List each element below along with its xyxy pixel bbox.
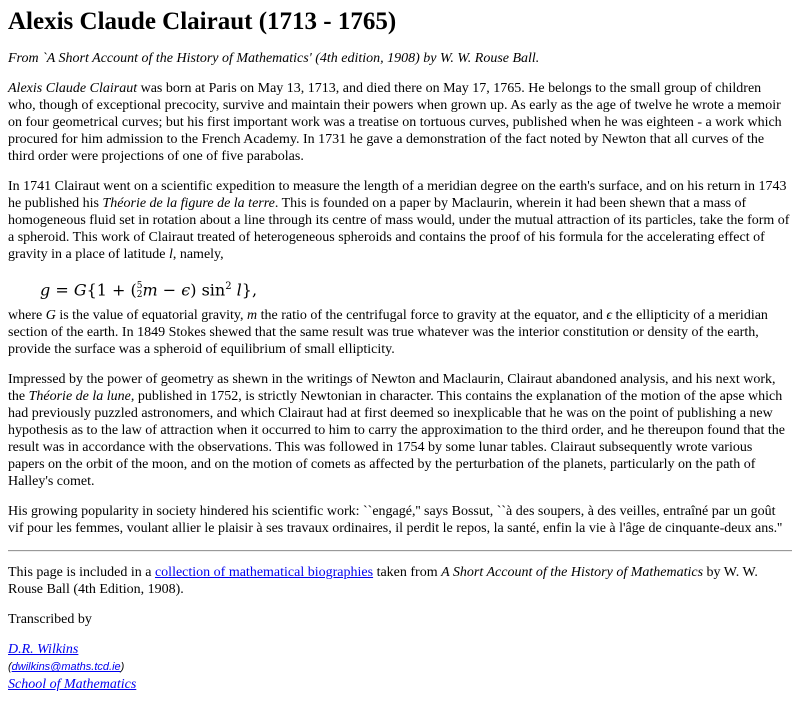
paragraph-lunar-theory: Impressed by the power of geometry as shewn in the writings of Newton and Maclaurin, Clairaut abandoned analysis, and his next work, the Théorie de la lune, published in 1752, is strictly Newtonian in character. This contains the explanation of the motion of the apse which had previously puzzled astronomers, and which Clairaut had at first deemed so inexplicable that he was on the point of publishing a new hypothesis as to the law of attraction when it occurred to him to carry the approximation to the third order, and he thereupon found that the result was in accordance with the observations. This was followed in 1754 by some lunar tables. Clairaut subsequently wrote various papers on the orbit of the moon, and on the motion of comets as affected by the perturbation of the planets, particularly on the path of Halley's comet. [8,372,785,490]
divider [8,550,792,552]
signature: D.R. Wilkins (dwilkins@maths.tcd.ie) School of Mathematics [8,642,137,693]
footer-note: This page is included in a collection of mathematical biographies taken from A Short Account of the History of Mathematics by W. W. Rouse Ball (4th Edition, 1908). [8,565,758,598]
transcribed-by: Transcribed by [8,612,92,628]
school-link[interactable]: School of Mathematics [8,677,137,693]
author-link[interactable]: D.R. Wilkins [8,642,79,658]
attribution: From `A Short Account of the History of Mathematics' (4th edition, 1908) by W. W. Rouse Ball. [8,51,540,66]
paragraph-later-life: His growing popularity in society hindered his scientific work: ``engagé,'' says Bossut, ``à des soupers, à des veilles, entraîné par un goût vif pour les femmes, voulant allier le plaisir à ses travaux ordinaires, il perdit le repos, la santé, enfin la vie à l'âge de cinquante-deux ans.'' [8,504,783,537]
biographies-link[interactable]: collection of mathematical biographies [154,565,374,581]
page-title: Alexis Claude Clairaut (1713 - 1765) [8,8,397,35]
paragraph-early-life: Alexis Claude Clairaut was born at Paris on May 13, 1713, and died there on May 17, 1765. He belongs to the small group of children who, though of exceptional precocity, survive and maintain their powers when grown up. As early as the age of twelve he wrote a memoir on four geometrical curves; but his first important work was a treatise on tortuous curves, published when he was eighteen - a work which procured for him admission to the French Academy. In 1731 he gave a demonstration of the fact noted by Newton that all curves of the third order were projections of one of five parabolas. [8,81,782,164]
paragraph-formula-explanation: where G is the value of equatorial gravity, m the ratio of the centrifugal force to gravity at the equator, and ϵ the ellipticity of a meridian section of the earth. In 1849 Stokes shewed that the same result was true whatever was the interior constitution or density of the earth, provide the surface was a spheroid of equilibrium of small ellipticity. [8,308,768,358]
paragraph-expedition: In 1741 Clairaut went on a scientific expedition to measure the length of a meridian degree on the earth's surface, and on his return in 1743 he published his Théorie de la figure de la terre. This is founded on a paper by Maclaurin, wherein it had been shewn that a mass of homogeneous fluid set in rotation about a line through its centre of mass would, under the mutual attraction of its particles, take the form of a spheroid. This work of Clairaut treated of heterogeneous spheroids and contains the proof of his formula for the accelerating effect of gravity in a place of latitude l, namely, [8,179,790,262]
email-link[interactable]: dwilkins@maths.tcd.ie [11,661,121,674]
clairaut-formula: g = G{1 + (5 2m − ϵ) $\sin^2 l$}, [40,280,258,300]
